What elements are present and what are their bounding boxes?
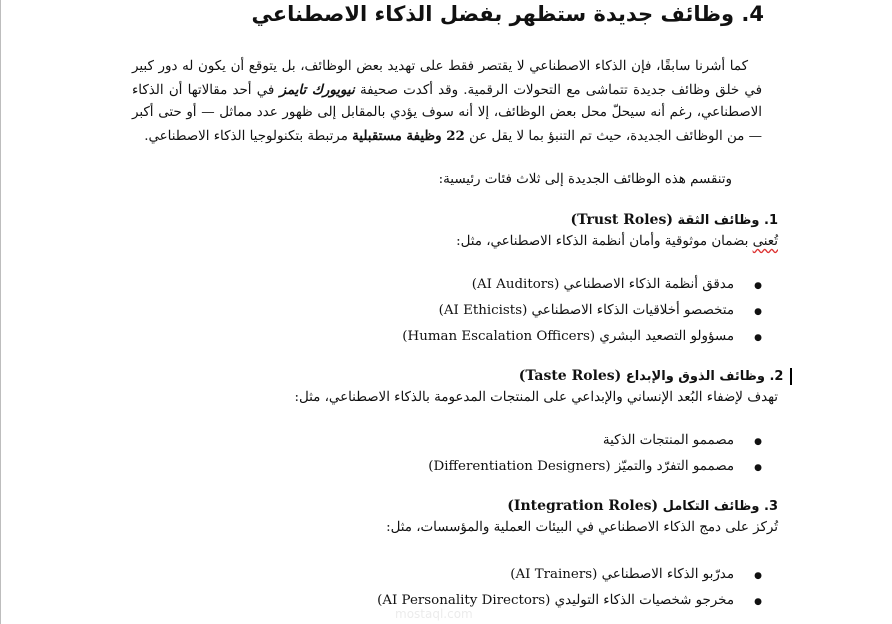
section-3-title [507, 498, 778, 514]
list-item: ● مدرّبو الذكاء الاصطناعي (AI Trainers) [377, 562, 762, 588]
section-heading: 4. وظائف جديدة ستظهر بفضل الذكاء الاصطناعي [251, 2, 764, 26]
paragraph-part-2: في أحد مقالاتها أن الذكاء الاصطناعي، رغم أنه سيحلّ محل بعض الوظائف، إلا أنه سوف يؤدي بالمقابل إلى ظهور عدد مماثل — أو حتى أكبر — من الوظائف الجديدة، حيث تم التنبؤ بما لا يقل عن [132, 82, 762, 144]
section-2-description: تهدف لإضفاء البُعد الإنساني والإبداعي على المنتجات المدعومة بالذكاء الاصطناعي، مثل: [294, 390, 778, 405]
text-cursor [790, 368, 792, 385]
list-item: ● مسؤولو التصعيد البشري (Human Escalation Officers) [402, 324, 762, 350]
spellcheck-word[interactable]: تُعنى [752, 234, 778, 249]
highlight-count: 22 وظيفة مستقبلية [352, 127, 465, 144]
section-2-title [519, 368, 792, 385]
section-2-list [428, 428, 762, 480]
paragraph-part-3: مرتبطة بتكنولوجيا الذكاء الاصطناعي. [144, 128, 353, 144]
section-1-title-ar: 1. وظائف الثقة [677, 213, 778, 228]
section-3-title-en: (Integration Roles) [507, 498, 659, 514]
intro-paragraph [132, 56, 762, 148]
section-1-description-rest: بضمان موثوقية وأمان أنظمة الذكاء الاصطناعي، مثل: [456, 234, 753, 249]
section-1-description [456, 234, 778, 249]
list-item: ● مخرجو شخصيات الذكاء التوليدي (AI Personality Directors) [377, 588, 762, 614]
section-2-title-en: (Taste Roles) [518, 368, 622, 384]
watermark: mostaql.com [395, 607, 473, 621]
section-1-list [402, 272, 762, 350]
list-item: ● مدقق أنظمة الذكاء الاصطناعي (AI Auditors) [402, 272, 762, 298]
list-item: ● مصممو التفرّد والتميّز (Differentiation Designers) [428, 454, 762, 480]
list-item: ● متخصصو أخلاقيات الذكاء الاصطناعي (AI Ethicists) [402, 298, 762, 324]
list-item: ● مصممو المنتجات الذكية [428, 428, 762, 454]
section-1-title-en: (Trust Roles) [570, 212, 673, 228]
paragraph-part-1: كما أشرنا سابقًا، فإن الذكاء الاصطناعي لا يقتصر فقط على تهديد بعض الوظائف، بل يتوقع أن يكون له دور كبير في خلق وظائف جديدة تتماشى مع التحولات الرقمية. وقد أكدت صحيفة [132, 59, 762, 98]
section-1-title [570, 212, 778, 228]
section-2-title-ar: 2. وظائف الذوق والإبداع [625, 369, 784, 384]
categories-intro: وتنقسم هذه الوظائف الجديدة إلى ثلاث فئات رئيسية: [438, 172, 732, 187]
section-3-description: تُركز على دمج الذكاء الاصطناعي في البيئات العملية والمؤسسات، مثل: [386, 520, 778, 535]
section-3-title-ar: 3. وظائف التكامل [662, 499, 778, 514]
newspaper-name: نيويورك تايمز [279, 81, 355, 98]
